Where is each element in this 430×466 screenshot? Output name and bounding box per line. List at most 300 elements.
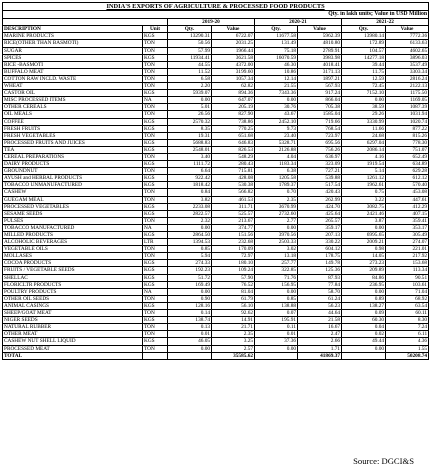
value-cell: 647.07 [212, 97, 255, 104]
qty-cell: 0.11 [255, 324, 298, 331]
value-header: Value [212, 26, 255, 33]
blank-cell [255, 352, 298, 359]
value-cell: 768.54 [298, 125, 342, 132]
value-cell: 425.64 [298, 210, 342, 217]
value-cell: 2.66 [298, 338, 342, 345]
value-cell: 652.49 [386, 153, 429, 160]
table-row [3, 324, 429, 331]
qty-cell: 39.44 [342, 61, 386, 68]
value-cell: 170.09 [212, 246, 255, 253]
table-row [3, 182, 429, 189]
table-row [3, 260, 429, 267]
table-row [3, 90, 429, 97]
qty-cell: 0.02 [342, 331, 386, 338]
qty-cell: 0.00 [342, 224, 386, 231]
qty-cell: 1919.54 [342, 161, 386, 168]
value-cell: 827.90 [212, 111, 255, 118]
table-row [3, 33, 429, 40]
product-name: OTHER CEREALS [3, 104, 143, 111]
product-name: COTTON RAW INCLD. WASTE [3, 75, 143, 82]
unit-cell: KGS [143, 175, 168, 182]
value-cell: 72.97 [212, 253, 255, 260]
unit-cell: KGS [143, 260, 168, 267]
value-cell: 60.11 [386, 310, 429, 317]
value-cell: 232.68 [212, 239, 255, 246]
value-cell: 178.75 [298, 253, 342, 260]
table-row [3, 338, 429, 345]
product-name: OTHER MEAT [3, 331, 143, 338]
value-cell: 604.12 [298, 246, 342, 253]
unit-cell: TON [143, 132, 168, 139]
qty-cell: 0.84 [168, 189, 212, 196]
table-row [3, 246, 429, 253]
table-row [3, 61, 429, 68]
value-cell: 530.38 [212, 182, 255, 189]
qty-cell: 60.30 [342, 317, 386, 324]
value-cell: 4810.80 [298, 40, 342, 47]
unit-cell: TON [143, 217, 168, 224]
value-cell: 612.12 [386, 175, 429, 182]
qty-cell: 2233.08 [168, 203, 212, 210]
product-name: CASHEW [3, 189, 143, 196]
value-cell: 68.92 [386, 295, 429, 302]
value-cell: 61.79 [212, 295, 255, 302]
table-row [3, 274, 429, 281]
value-cell: 3171.13 [298, 68, 342, 75]
value-cell: 3896.03 [386, 54, 429, 61]
value-cell: 751.07 [386, 146, 429, 153]
unit-cell: KGS [143, 203, 168, 210]
qty-cell: 6.64 [168, 168, 212, 175]
value-cell: 770.25 [212, 125, 255, 132]
unit-cell: KGS [143, 90, 168, 97]
value-cell: 525.57 [212, 210, 255, 217]
qty-cell: 3.82 [168, 196, 212, 203]
qty-cell: 172.89 [342, 40, 386, 47]
value-cell: 695.56 [298, 139, 342, 146]
product-name: TOBACCO UNMANUFACTURED [3, 182, 143, 189]
qty-cell: 21.55 [255, 83, 298, 90]
qty-cell: 273.23 [342, 260, 386, 267]
qty-cell: 1183.34 [255, 161, 298, 168]
qty-cell: 14277.18 [342, 54, 386, 61]
product-name: COCOA PRODUCTS [3, 260, 143, 267]
value-cell: 359.17 [298, 224, 342, 231]
value-cell: 428.08 [212, 175, 255, 182]
value-cell: 1.55 [386, 345, 429, 352]
value-cell: 330.22 [298, 239, 342, 246]
qty-cell: 2548.01 [168, 146, 212, 153]
qty-cell: 1261.12 [342, 175, 386, 182]
qty-cell: 131.49 [255, 40, 298, 47]
product-name: MILLED PRODUCTS [3, 232, 143, 239]
table-row [3, 217, 429, 224]
value-cell: 917.24 [298, 90, 342, 97]
value-cell: 1020.74 [386, 118, 429, 125]
qty-cell: 11934.41 [168, 54, 212, 61]
unit-cell: NA [143, 224, 168, 231]
qty-cell: 11.66 [342, 125, 386, 132]
value-cell: 1585.04 [298, 111, 342, 118]
value-cell: 81.04 [212, 288, 255, 295]
table-row [3, 161, 429, 168]
value-cell: 715.81 [212, 168, 255, 175]
table-row [3, 239, 429, 246]
value-cell: 3.25 [212, 338, 255, 345]
value-cell: 262.99 [298, 196, 342, 203]
unit-cell: TON [143, 310, 168, 317]
qty-cell: 0.00 [255, 97, 298, 104]
value-cell: 76.52 [212, 281, 255, 288]
qty-cell: 2570.32 [168, 118, 212, 125]
product-name: WHEAT [3, 83, 143, 90]
qty-cell: 274.33 [168, 260, 212, 267]
unit-cell: TON [143, 40, 168, 47]
table-row [3, 288, 429, 295]
qty-cell: 44.55 [168, 61, 212, 68]
product-name: TOBACCO MANUFACTURED [3, 224, 143, 231]
product-name: GUEGAM MEAL [3, 196, 143, 203]
unit-cell: TON [143, 253, 168, 260]
qty-cell: 104.57 [342, 47, 386, 54]
unit-cell: KGS [143, 161, 168, 168]
unit-cell: KGS [143, 281, 168, 288]
qty-cell: 0.00 [168, 97, 212, 104]
value-cell: 3983.98 [298, 54, 342, 61]
qty-cell: 2.20 [168, 83, 212, 90]
qty-cell: 5328.71 [255, 139, 298, 146]
qty-cell: 3670.99 [255, 203, 298, 210]
table-body [3, 3, 429, 353]
qty-cell: 138.88 [255, 302, 298, 309]
unit-cell: TON [143, 61, 168, 68]
qty-cell: 13290.31 [168, 33, 212, 40]
value-cell: 311.71 [212, 203, 255, 210]
table-row [3, 118, 429, 125]
value-cell: 567.93 [298, 83, 342, 90]
product-name: ANIMAL CASINGS [3, 302, 143, 309]
value-header: Value [298, 26, 342, 33]
unit-cell: TON [143, 68, 168, 75]
value-cell: 1.71 [298, 345, 342, 352]
value-cell: 1087.39 [386, 104, 429, 111]
product-name: PROCESSED FRUITS AND JUICES [3, 139, 143, 146]
qty-cell: 24.68 [342, 132, 386, 139]
qty-cell: 0.89 [342, 295, 386, 302]
column-header-row [3, 26, 429, 33]
value-cell: 815.26 [386, 132, 429, 139]
qty-cell: 46.05 [168, 338, 212, 345]
qty-cell: 1818.42 [168, 182, 212, 189]
value-cell: 629.28 [386, 168, 429, 175]
table-row [3, 203, 429, 210]
value-cell: 359.41 [386, 217, 429, 224]
value-cell: 2122.13 [386, 83, 429, 90]
unit-cell: KGS [143, 210, 168, 217]
qty-cell: 169.49 [168, 281, 212, 288]
value-cell: 8.30 [386, 317, 429, 324]
unit-cell: TON [143, 246, 168, 253]
unit-cell: KGS [143, 267, 168, 274]
qty-cell: 209.89 [342, 267, 386, 274]
qty-cell: 4.04 [255, 153, 298, 160]
qty-cell: 0.75 [342, 189, 386, 196]
qty-cell: 5688.83 [168, 139, 212, 146]
table-row [3, 281, 429, 288]
unit-cell: TON [143, 83, 168, 90]
value-cell: 353.17 [386, 224, 429, 231]
total-label: TOTAL [3, 352, 143, 359]
qty-cell: 16070.59 [255, 54, 298, 61]
value-cell: 636.97 [298, 153, 342, 160]
value-cell: 14.91 [212, 317, 255, 324]
value-cell: 151.56 [212, 232, 255, 239]
value-cell: 756.26 [298, 146, 342, 153]
unit-cell: KGS [143, 118, 168, 125]
value-cell: 280.43 [212, 161, 255, 168]
qty-cell: 236.95 [342, 281, 386, 288]
value-cell: 1169.05 [386, 97, 429, 104]
year-header: 2019-20 [168, 19, 255, 26]
table-row [3, 310, 429, 317]
value-cell: 3537.49 [386, 61, 429, 68]
unit-cell: KGS [143, 302, 168, 309]
value-cell: 539.88 [298, 175, 342, 182]
table-row [3, 317, 429, 324]
value-cell: 7.24 [386, 324, 429, 331]
product-name: OTHER OIL SEEDS [3, 295, 143, 302]
unit-cell: TON [143, 295, 168, 302]
value-cell: 44.64 [298, 310, 342, 317]
value-cell: 56.23 [298, 302, 342, 309]
value-cell: 113.34 [386, 267, 429, 274]
qty-cell: 30.76 [255, 104, 298, 111]
table-row [3, 47, 429, 54]
qty-cell: 6297.04 [342, 139, 386, 146]
value-cell: 57.90 [212, 274, 255, 281]
table-row [3, 232, 429, 239]
qty-cell: 6.58 [168, 75, 212, 82]
value-cell: 407.15 [386, 210, 429, 217]
value-cell: 274.07 [386, 239, 429, 246]
qty-cell: 9.73 [255, 125, 298, 132]
qty-cell: 11.52 [168, 68, 212, 75]
qty-cell: 2421.46 [342, 210, 386, 217]
unit-cell: KGS [143, 317, 168, 324]
qty-cell: 0.04 [342, 324, 386, 331]
unit-header: Unit [143, 26, 168, 33]
qty-cell: 1205.58 [255, 175, 298, 182]
table-row [3, 125, 429, 132]
table-row [3, 40, 429, 47]
value-cell: 461.53 [212, 196, 255, 203]
value-cell: 2816.24 [386, 75, 429, 82]
qty-cell: 19.31 [168, 132, 212, 139]
table-title: INDIA'S EXPORTS OF AGRICULTURE & PROCESSED FOOD PRODUCTS [3, 3, 429, 11]
qty-cell: 0.90 [168, 295, 212, 302]
qty-cell: 1111.72 [168, 161, 212, 168]
qty-cell: 57.99 [168, 47, 212, 54]
product-name: CASHEW NUT SHELL LIQUID [3, 338, 143, 345]
qty-cell: 2086.14 [342, 146, 386, 153]
qty-cell: 192.23 [168, 267, 212, 274]
qty-cell: 7343.36 [255, 90, 298, 97]
value-cell: 447.61 [386, 196, 429, 203]
qty-cell: 0.00 [255, 288, 298, 295]
qty-cell: 11.75 [342, 68, 386, 75]
qty-cell: 75.18 [255, 47, 298, 54]
unit-cell: KGS [143, 33, 168, 40]
value-cell: 723.97 [298, 132, 342, 139]
value-cell: 7772.36 [386, 33, 429, 40]
exports-table [2, 2, 429, 360]
product-name: MARINE PRODUCTS [3, 33, 143, 40]
value-cell: 517.54 [298, 182, 342, 189]
qty-cell: 37.36 [255, 338, 298, 345]
qty-cell: 14.05 [342, 253, 386, 260]
unit-cell: KGS [143, 146, 168, 153]
qty-cell: 11677.58 [255, 33, 298, 40]
value-cell: 420.43 [298, 189, 342, 196]
value-cell: 826.53 [212, 146, 255, 153]
qty-cell: 2126.88 [255, 146, 298, 153]
table-row [3, 189, 429, 196]
qty-cell: 50.56 [168, 40, 212, 47]
table-title-row [3, 3, 429, 11]
qty-cell: 6.38 [255, 168, 298, 175]
qty-cell: 0.70 [255, 189, 298, 196]
product-name: AYUSH and HERBAL PRODUCTS [3, 175, 143, 182]
qty-cell: 0.98 [342, 246, 386, 253]
unit-cell: TON [143, 75, 168, 82]
qty-cell: 5.01 [168, 104, 212, 111]
qty-cell: 3.87 [342, 217, 386, 224]
value-cell: 323.09 [298, 161, 342, 168]
qty-cell: 5939.07 [168, 90, 212, 97]
value-cell: 1057.34 [212, 75, 255, 82]
qty-cell: 922.42 [168, 175, 212, 182]
product-name: SUGAR [3, 47, 143, 54]
total-value: 41869.37 [298, 352, 342, 359]
value-cell: 6133.63 [386, 40, 429, 47]
product-name: MOLLASES [3, 253, 143, 260]
qty-cell: 138.74 [168, 317, 212, 324]
qty-cell: 0.85 [168, 246, 212, 253]
qty-cell: 0.00 [168, 224, 212, 231]
product-name: ALCOHOLIC BEVERAGES [3, 239, 143, 246]
table-row [3, 345, 429, 352]
value-cell: 6722.07 [212, 33, 255, 40]
unit-cell: LTR [143, 239, 168, 246]
qty-cell: 43.67 [255, 111, 298, 118]
qty-cell: 0.13 [168, 324, 212, 331]
value-cell: 2789.91 [298, 47, 342, 54]
qty-cell: 322.85 [255, 267, 298, 274]
total-row [3, 352, 429, 359]
qty-cell: 3330.99 [342, 118, 386, 125]
qty-cell: 2.32 [168, 217, 212, 224]
qty-cell: 0.00 [255, 224, 298, 231]
qty-cell: 23.40 [255, 132, 298, 139]
units-note: Qty. in lakh units; Value in USD Million [3, 11, 429, 19]
qty-cell: 138.27 [342, 302, 386, 309]
qty-cell: 156.95 [255, 281, 298, 288]
unit-cell: TON [143, 111, 168, 118]
table-row [3, 83, 429, 90]
qty-cell: 5.94 [168, 253, 212, 260]
product-name: RICE(OTHER THAN BASMOTI) [3, 40, 143, 47]
value-cell: 103.61 [386, 281, 429, 288]
qty-cell: 128.16 [168, 302, 212, 309]
value-cell: 1897.21 [298, 75, 342, 82]
product-name: POULTRY PRODUCTS [3, 288, 143, 295]
value-cell: 453.08 [386, 189, 429, 196]
qty-cell: 13.18 [255, 253, 298, 260]
qty-cell: 1394.53 [168, 239, 212, 246]
qty-cell: 38.59 [342, 104, 386, 111]
product-name: OIL MEALS [3, 111, 143, 118]
value-cell: 56.10 [212, 302, 255, 309]
value-cell: 2.35 [212, 331, 255, 338]
qty-cell: 257.77 [255, 260, 298, 267]
value-cell: 4018.41 [298, 61, 342, 68]
value-cell: 180.10 [212, 260, 255, 267]
qty-cell: 72.45 [342, 83, 386, 90]
value-cell: 2.57 [212, 345, 255, 352]
qty-cell: 3082.75 [342, 203, 386, 210]
product-name: CASTOR OIL [3, 90, 143, 97]
product-name: PROCESSED VEGETABLES [3, 203, 143, 210]
qty-cell: 7152.10 [342, 90, 386, 97]
product-name: MISC PROCESSED ITEMS [3, 97, 143, 104]
product-name: PROCESSED MEAT [3, 345, 143, 352]
product-name: SESAME SEEDS [3, 210, 143, 217]
value-cell: 4602.65 [386, 47, 429, 54]
value-cell: 1175.50 [386, 90, 429, 97]
qty-cell: 0.00 [342, 97, 386, 104]
qty-cell: 10.86 [255, 68, 298, 75]
qty-cell: 3.02 [255, 246, 298, 253]
product-name: TEA [3, 146, 143, 153]
table-row [3, 302, 429, 309]
value-cell: 894.36 [212, 90, 255, 97]
value-cell: 217.92 [386, 253, 429, 260]
qty-cell: 12.14 [255, 75, 298, 82]
unit-cell: KGS [143, 182, 168, 189]
unit-cell: TON [143, 168, 168, 175]
qty-cell: 13980.14 [342, 33, 386, 40]
value-cell: 2.47 [298, 331, 342, 338]
value-cell: 719.66 [298, 118, 342, 125]
product-name: COFFEE [3, 118, 143, 125]
product-name: DAIRY PRODUCTS [3, 161, 143, 168]
qty-cell: 3.22 [342, 196, 386, 203]
value-cell: 5962.39 [298, 33, 342, 40]
qty-cell: 1789.37 [255, 182, 298, 189]
value-cell: 705.38 [298, 104, 342, 111]
qty-cell: 0.01 [168, 331, 212, 338]
value-cell: 424.70 [298, 203, 342, 210]
product-name: RICE -BASMOTI [3, 61, 143, 68]
value-cell: 646.83 [212, 139, 255, 146]
product-name: FRESH VEGETABLES [3, 132, 143, 139]
qty-cell: 49.44 [342, 338, 386, 345]
qty-cell: 2503.33 [255, 239, 298, 246]
qty-cell: 84.86 [342, 274, 386, 281]
value-cell: 125.36 [298, 267, 342, 274]
value-cell: 221.01 [386, 246, 429, 253]
table-row [3, 132, 429, 139]
